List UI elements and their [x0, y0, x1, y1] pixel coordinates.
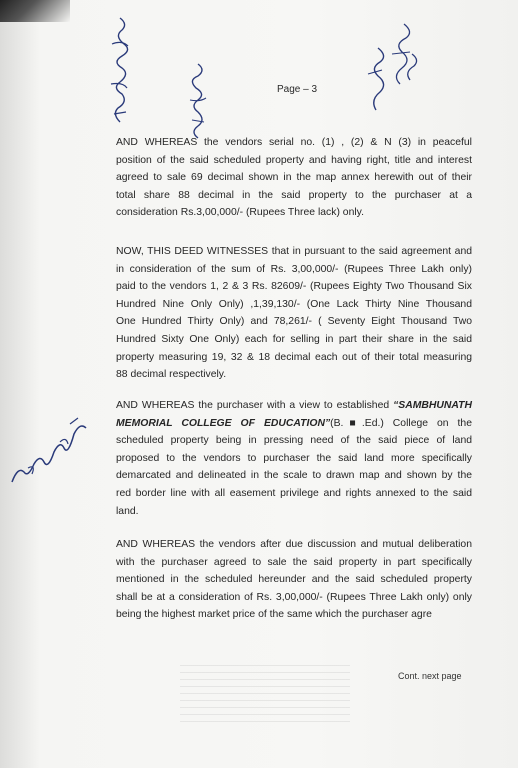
- paragraph-purchaser-college: [116, 397, 472, 520]
- scan-edge-shadow: [0, 0, 70, 22]
- paragraph-vendors-possession: [116, 134, 472, 222]
- text-line: in consideration of the sum of Rs. 3,00,000/- (Rupees Three Lakh only): [116, 263, 472, 275]
- text-line: demarcated and delineated in the scale to drawn map and shown by the: [116, 470, 472, 482]
- signature-middle: [186, 60, 210, 142]
- bleed-through-texture: [180, 662, 350, 722]
- text-line: with the purchaser agreed to sale the said property in part specifically: [116, 556, 472, 568]
- text-line: NOW, THIS DEED WITNESSES that in pursuant to the said agreement and: [116, 246, 472, 257]
- text-line: Hundred Sixty One Only) each for selling in part their share in the said: [116, 333, 472, 345]
- text-line: AND WHEREAS the vendors after due discussion and mutual deliberation: [116, 539, 472, 550]
- continued-note: Cont. next page: [398, 671, 462, 681]
- signature-right: [366, 14, 422, 114]
- signature-left-top: [106, 14, 134, 134]
- text-segment: AND WHEREAS the purchaser with a view to established: [116, 400, 394, 411]
- text-line: shall be at a consideration of Rs. 3,00,000/- (Rupees Three Lakh only) only: [116, 591, 472, 603]
- text-line: paid to the vendors 1, 2 & 3 Rs. 82609/- (Rupees Eighty Two Thousand Six: [116, 281, 472, 293]
- page-number: Page – 3: [277, 84, 318, 95]
- text-line: [116, 397, 472, 415]
- text-line: being the highest market price of the same which the purchaser agre: [116, 609, 432, 621]
- text-line: agreed to sale 69 decimal shown in the map annex herewith out of their: [116, 172, 472, 184]
- text-line: property measuring 19, 32 & 18 decimal each out of their total measuring: [116, 351, 472, 363]
- text-line: mentioned in the scheduled hereunder and the said scheduled property: [116, 574, 472, 586]
- text-line: 88 decimal respectively.: [116, 369, 227, 381]
- text-line: red border line with all easement privilege and rights annexed to the said: [116, 487, 472, 499]
- text-line: total share 88 decimal in the said property to the purchaser at a: [116, 189, 472, 201]
- text-line: scheduled property being in pressing need of the said piece of land: [116, 435, 472, 447]
- paragraph-agreed-sale: [116, 536, 472, 624]
- text-line: AND WHEREAS the vendors serial no. (1) , (2) & N (3) in peaceful: [116, 137, 472, 148]
- text-line: [116, 415, 472, 433]
- text-line: One Hundred Thirty Only) and 78,261/- ( Seventy Eight Thousand Two: [116, 316, 472, 328]
- text-line: position of the said scheduled property and having right, title and interest: [116, 154, 472, 166]
- paragraph-deed-witnesses: [116, 243, 472, 384]
- college-name-part2: MEMORIAL COLLEGE OF EDUCATION”: [116, 417, 331, 429]
- signature-left-margin: [8, 402, 88, 486]
- text-line: Hundred Nine Only Only) ,1,39,130/- (One Lack Thirty Nine Thousand: [116, 298, 472, 310]
- text-segment: (B.■.Ed.) College on the: [330, 417, 472, 429]
- college-name-part1: “SAMBHUNATH: [393, 400, 472, 411]
- text-line: proposed to the vendors to purchaser the said land more specifically: [116, 452, 472, 464]
- text-line: land.: [116, 505, 139, 517]
- text-line: consideration Rs.3,00,000/- (Rupees Three lack) only.: [116, 207, 364, 219]
